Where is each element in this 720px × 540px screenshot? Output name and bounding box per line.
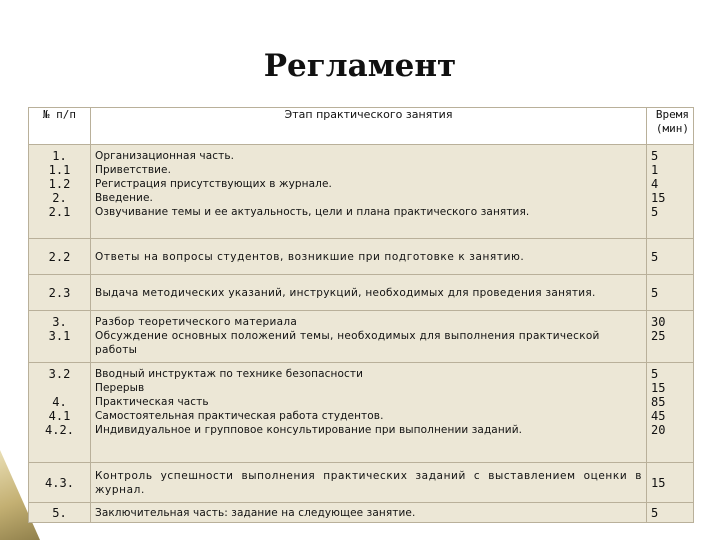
num-1-1: 1.1 — [48, 163, 71, 177]
time-cell — [647, 363, 694, 463]
num-cell: 5. — [29, 503, 91, 523]
num-cell: 2.2 — [29, 239, 91, 275]
time-cell — [647, 311, 694, 363]
table-row-group-3 — [29, 311, 694, 363]
time-4-1: 45 — [651, 409, 666, 423]
header-time-line1: Время — [655, 108, 689, 121]
time-3: 30 — [651, 315, 666, 329]
time-4: 85 — [651, 395, 666, 409]
header-time — [647, 108, 694, 145]
schedule-table — [28, 107, 694, 523]
num-3: 3. — [52, 315, 67, 329]
table-row — [29, 463, 694, 503]
time-1-2: 4 — [651, 177, 659, 191]
num-3-2: 3.2 — [48, 367, 71, 381]
table-row-group-4 — [29, 363, 694, 463]
time-cell: 5 — [647, 275, 694, 311]
stage-cell — [91, 145, 647, 239]
time-cell: 5 — [647, 503, 694, 523]
table-row — [29, 503, 694, 523]
page-title: Регламент — [263, 48, 457, 84]
table-row — [29, 275, 694, 311]
num-4-1: 4.1 — [48, 409, 71, 423]
time-2-1: 5 — [651, 205, 659, 219]
time-3-2: 5 — [651, 367, 659, 381]
time-1-1: 1 — [651, 163, 659, 177]
stage-cell: Контроль успешности выполнения практических заданий с выставлением оценки в журнал. — [91, 463, 647, 503]
stage-4-2: Индивидуальное и групповое консультирование при выполнении заданий. — [95, 424, 523, 436]
num-cell — [29, 145, 91, 239]
time-4-2: 20 — [651, 423, 666, 437]
num-break — [33, 381, 86, 395]
stage-cell — [91, 311, 647, 363]
table-row-group-1 — [29, 145, 694, 239]
time-3-1: 25 — [651, 329, 666, 343]
header-num: № п/п — [29, 108, 91, 145]
time-cell: 5 — [647, 239, 694, 275]
stage-cell: Выдача методических указаний, инструкций, необходимых для проведения занятия. — [91, 275, 647, 311]
stage-1: Организационная часть. — [95, 150, 235, 162]
num-3-1: 3.1 — [48, 329, 71, 343]
stage-4-1: Самостоятельная практическая работа студентов. — [95, 410, 384, 422]
time-1: 5 — [651, 149, 659, 163]
num-cell: 2.3 — [29, 275, 91, 311]
stage-3-2: Вводный инструктаж по технике безопасности — [95, 368, 364, 380]
stage-cell — [91, 363, 647, 463]
stage-1-1: Приветствие. — [95, 164, 172, 176]
time-2: 15 — [651, 191, 666, 205]
time-break: 15 — [651, 381, 666, 395]
num-4: 4. — [52, 395, 67, 409]
num-4-2: 4.2. — [45, 423, 74, 437]
table-header-row — [29, 108, 694, 145]
stage-4: Практическая часть — [95, 396, 209, 408]
stage-cell: Заключительная часть: задание на следующее занятие. — [91, 503, 647, 523]
num-2-1: 2.1 — [48, 205, 71, 219]
stage-3: Разбор теоретического материала — [95, 316, 298, 328]
num-1: 1. — [52, 149, 67, 163]
num-1-2: 1.2 — [48, 177, 71, 191]
stage-1-2: Регистрация присутствующих в журнале. — [95, 178, 332, 190]
num-cell — [29, 363, 91, 463]
header-stage: Этап практического занятия — [91, 108, 647, 145]
table-row — [29, 239, 694, 275]
num-cell — [29, 311, 91, 363]
header-time-line2: (мин) — [655, 122, 689, 135]
stage-2: Введение. — [95, 192, 153, 204]
stage-3-1: Обсуждение основных положений темы, необходимых для выполнения практической работы — [95, 330, 600, 356]
stage-2-1: Озвучивание темы и ее актуальность, цели и плана практического занятия. — [95, 206, 530, 218]
time-cell — [647, 145, 694, 239]
stage-cell: Ответы на вопросы студентов, возникшие при подготовке к занятию. — [91, 239, 647, 275]
num-cell: 4.3. — [29, 463, 91, 503]
num-2: 2. — [52, 191, 67, 205]
stage-break: Перерыв — [95, 382, 145, 394]
time-cell: 15 — [647, 463, 694, 503]
